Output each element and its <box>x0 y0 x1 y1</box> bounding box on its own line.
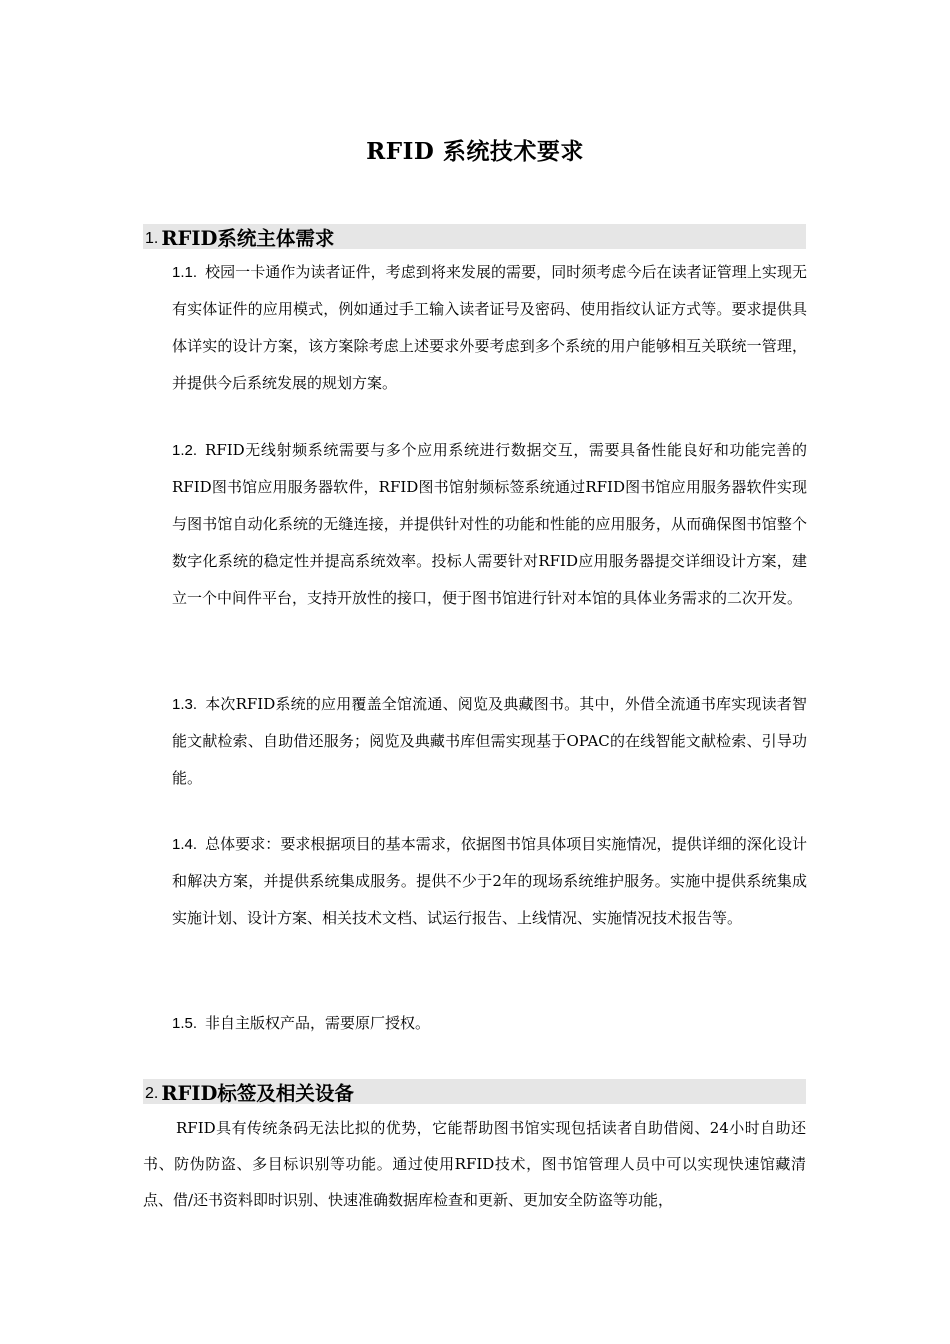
item-text: 总体要求：要求根据项目的基本需求，依据图书馆具体项目实施情况，提供详细的深化设计和解决方案，并提供系统集成服务。提供不少于2年的现场系统维护服务。实施中提供系统集成实施计划、设计方案、相关技术文档、试运行报告、上线情况、实施情况技术报告等。 <box>172 835 807 927</box>
section-title: RFID标签及相关设备 <box>161 1081 354 1105</box>
item-text: 校园一卡通作为读者证件，考虑到将来发展的需要，同时须考虑今后在读者证管理上实现无有实体证件的应用模式，例如通过手工输入读者证号及密码、使用指纹认证方式等。要求提供具体详实的设计方案，该方案除考虑上述要求外要考虑到多个系统的用户能够相互关联统一管理，并提供今后系统发展的规划方案。 <box>172 263 807 392</box>
item-number: 1.4. <box>172 836 198 853</box>
item-number: 1.2. <box>172 442 198 459</box>
section-heading-1 <box>143 224 806 249</box>
requirement-item-1-5 <box>172 1005 807 1042</box>
requirement-item-1-3 <box>172 686 807 797</box>
item-text: 非自主版权产品，需要原厂授权。 <box>205 1014 431 1032</box>
section-number: 1. <box>145 229 159 247</box>
item-number: 1.3. <box>172 696 198 713</box>
section-number: 2. <box>145 1084 159 1102</box>
item-text: 本次RFID系统的应用覆盖全馆流通、阅览及典藏图书。其中，外借全流通书库实现读者智能文献检索、自助借还服务；阅览及典藏书库但需实现基于OPAC的在线智能文献检索、引导功能。 <box>172 695 807 787</box>
requirement-item-1-4 <box>172 826 807 937</box>
item-text: RFID无线射频系统需要与多个应用系统进行数据交互，需要具备性能良好和功能完善的RFID图书馆应用服务器软件，RFID图书馆射频标签系统通过RFID图书馆应用服务器软件实现与图书馆自动化系统的无缝连接，并提供针对性的功能和性能的应用服务，从而确保图书馆整个数字化系统的稳定性并提高系统效率。投标人需要针对RFID应用服务器提交详细设计方案，建立一个中间件平台，支持开放性的接口，便于图书馆进行针对本馆的具体业务需求的二次开发。 <box>172 441 807 607</box>
section-heading-2 <box>143 1079 806 1104</box>
requirement-item-1-1 <box>172 254 807 402</box>
section-title: RFID系统主体需求 <box>161 226 335 250</box>
requirement-item-1-2 <box>172 432 807 617</box>
document-title: RFID 系统技术要求 <box>366 138 584 165</box>
item-number: 1.5. <box>172 1015 198 1032</box>
section-2-paragraph: RFID具有传统条码无法比拟的优势，它能帮助图书馆实现包括读者自助借阅、24小时自助还书、防伪防盗、多目标识别等功能。通过使用RFID技术，图书馆管理人员中可以实现快速馆藏清点、借/还书资料即时识别、快速准确数据库检查和更新、更加安全防盗等功能， <box>143 1119 806 1209</box>
item-number: 1.1. <box>172 264 198 281</box>
